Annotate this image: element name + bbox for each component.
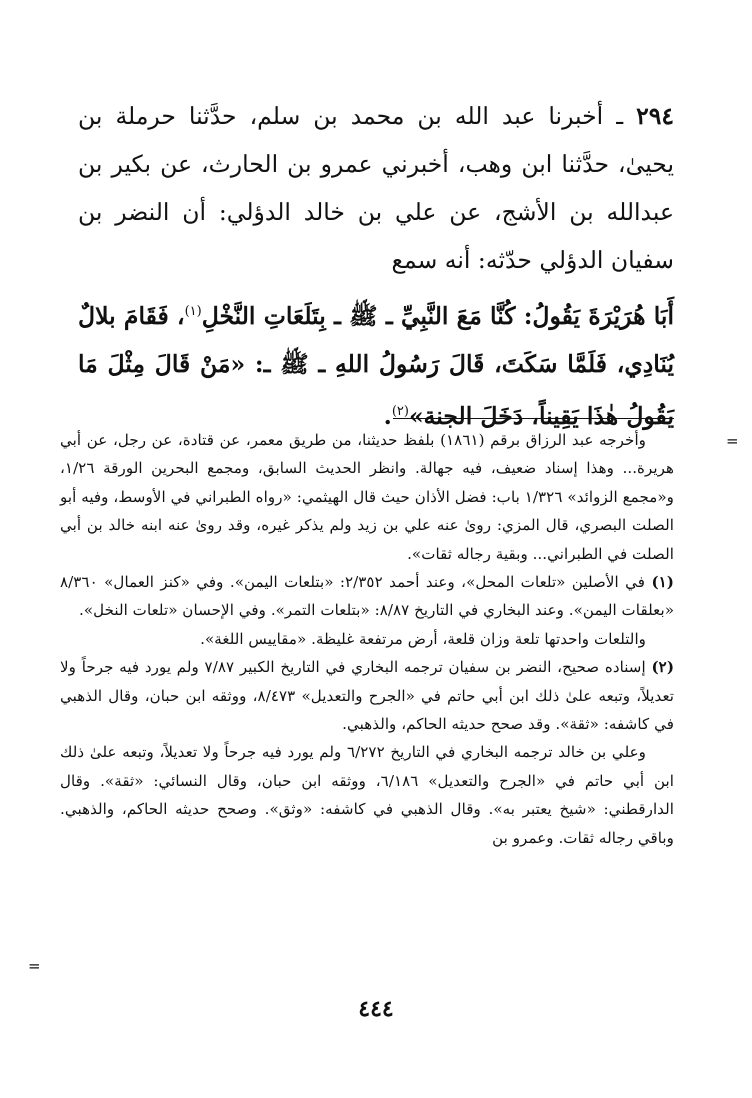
footnote-ref-2[interactable]: (٢) bbox=[391, 404, 409, 419]
footnote-2-text: إسناده صحيح، النضر بن سفيان ترجمه البخاري في التاريخ الكبير ٧/٨٧ ولم يورد فيه جرحاً ولا تعديلاً، وتبعه علىٰ ذلك ابن أبي حاتم في «الجرح والتعديل» ٨/٤٧٣، ووثقه ابن حبان، وقال الذهبي في كاشفه: «ثقة». وقد صحح حديثه الحاكم، والذهبي. bbox=[60, 658, 675, 734]
isnad-text: ـ أخبرنا عبد الله بن محمد بن سلم، حدَّثنا حرملة بن يحيىٰ، حدَّثنا ابن وهب، أخبرني عمرو بن الحارث، عن بكير بن عبدالله بن الأشج، عن علي بن خالد الدؤلي: أن النضر بن سفيان الدؤلي حدّثه: أنه سمع bbox=[78, 102, 674, 274]
hadith-number: ٢٩٤ bbox=[636, 102, 674, 130]
footnote-2-paragraph-2: وعلي بن خالد ترجمه البخاري في التاريخ ٦/٢٧٢ ولم يورد فيه جرحاً ولا تعديلاً، وتبعه علىٰ ذلك ابن أبي حاتم في «الجرح والتعديل» ٦/١٨٦، ووثقه ابن حبان، وقال النسائي: «ثقة». وقال الدارقطني: «شيخ يعتبر به». وقال الذهبي في كاشفه: «وثق». وصحح حديثه الحاكم، والذهبي. وباقي رجاله ثقات. وعمرو بن bbox=[60, 743, 674, 847]
continuation-mark: = bbox=[726, 432, 739, 450]
hadith-isnad bbox=[78, 92, 674, 284]
footnotes bbox=[60, 426, 674, 852]
footnote-1-marker: (١) bbox=[651, 573, 674, 592]
matn-text-1: أَبَا هُرَيْرَةَ يَقُولُ: كُنَّا مَعَ النَّبِيِّ ـ ﷺ ـ بِتَلَعَاتِ النَّخْلِ bbox=[201, 302, 674, 330]
footnote-1-text: في الأصلين «تلعات المحل»، وعند أحمد ٢/٣٥٢: «بتلعات اليمن». وفي «كنز العمال» ٨/٣٦٠ «بعلقات اليمن». وعند البخاري في التاريخ ٨/٨٧: «بتلعات التمر». وفي الإحسان «تلعات النخل». bbox=[60, 573, 674, 620]
footnote-separator bbox=[393, 418, 674, 419]
footnote-continuation: وأخرجه عبد الرزاق برقم (١٨٦١) بلفظ حديثنا، من طريق معمر، عن قتادة، عن رجل، عن أبي هريرة... وهذا إسناد ضعيف، فيه جهالة. وانظر الحديث السابق، ومجمع البحرين الورقة ١/٢٦، و«مجمع الزوائد» ١/٣٢٦ باب: فضل الأذان حيث قال الهيثمي: «رواه الطبراني في الأوسط، وفيه أبو الصلت البصري، قال المزي: روىٰ عنه علي بن زيد ولم يذكر غيره، وقد روىٰ عنه ابنه خالد بن أبي الصلت في الطبراني... وبقية رجاله ثقات». bbox=[60, 431, 675, 563]
footnote-ref-1[interactable]: (١) bbox=[184, 304, 202, 319]
continues-mark: = bbox=[28, 957, 41, 975]
footnote-2-marker: (٢) bbox=[651, 658, 674, 677]
page-number: ٤٤٤ bbox=[358, 996, 394, 1022]
footnote-1-note: والتلعات واحدتها تلعة وزان قلعة، أرض مرتفعة غليظة. «مقاييس اللغة». bbox=[200, 629, 646, 648]
matn-end: . bbox=[383, 402, 392, 430]
footnote-2 bbox=[60, 653, 674, 738]
footnote-1 bbox=[60, 568, 674, 625]
matn-text-2: ، فَقَامَ بلالٌ يُنَادِي، فَلَمَّا سَكَتَ، قَالَ رَسُولُ اللهِ ـ ﷺ ـ: «مَنْ قَالَ مِثْلَ مَا يَقُولُ هٰذَا يَقِيناً، دَخَلَ الجنة» bbox=[78, 302, 674, 430]
hadith-block bbox=[78, 92, 674, 440]
